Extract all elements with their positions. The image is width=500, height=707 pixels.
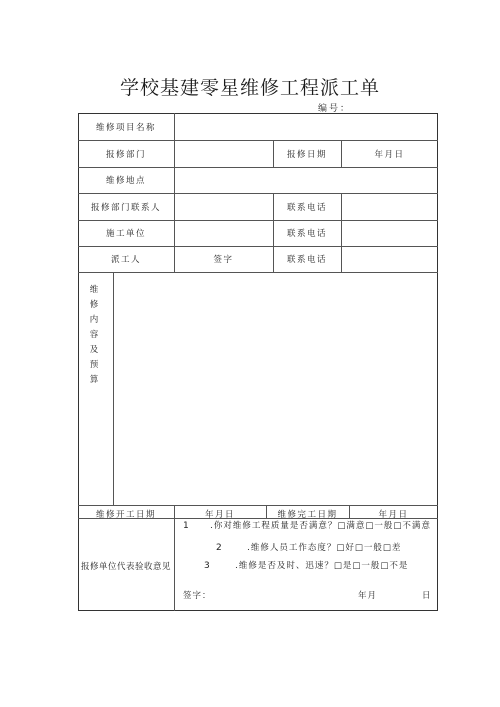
row-divider	[78, 505, 438, 506]
repair-location-label: 维修地点	[105, 176, 146, 186]
construction-unit-label: 施工单位	[105, 229, 146, 239]
content-label-char: 预	[89, 360, 99, 370]
row-divider	[78, 167, 438, 168]
question-3	[204, 559, 408, 571]
dept-contact-label: 报修部门联系人	[90, 203, 161, 213]
column-divider	[113, 272, 114, 505]
end-date-field[interactable]: 年月日	[378, 510, 409, 520]
content-label-char: 及	[89, 345, 99, 355]
column-divider	[174, 505, 175, 611]
dispatcher-phone-label: 联系电话	[286, 255, 327, 265]
dept-contact-field[interactable]	[175, 197, 272, 217]
repair-dept-field[interactable]	[175, 144, 272, 164]
question-1-number: 1	[183, 521, 189, 531]
acceptance-year-month: 年月	[358, 591, 378, 601]
dispatcher-phone-field[interactable]	[342, 249, 437, 269]
repair-content-budget-label	[88, 283, 100, 388]
question-1	[183, 519, 431, 531]
question-2-text[interactable]: .维修人员工作态度？□好□一般□差	[247, 543, 402, 553]
dispatcher-signature-label: 签字	[213, 255, 234, 265]
repair-date-label: 报修日期	[286, 150, 327, 160]
content-label-char: 内	[89, 315, 99, 325]
question-2-number: 2	[216, 543, 222, 553]
acceptance-signature-label: 签字：	[183, 591, 212, 601]
repair-dept-label: 报修部门	[105, 150, 146, 160]
row-divider	[78, 193, 438, 194]
question-3-text[interactable]: .维修是否及时、迅速？□是□一般□不是	[235, 561, 409, 571]
content-label-char: 容	[89, 330, 99, 340]
repair-location-field[interactable]	[175, 170, 437, 190]
contact-phone-field[interactable]	[342, 197, 437, 217]
question-2	[216, 541, 401, 553]
project-name-label: 维修项目名称	[95, 123, 156, 133]
document-title: 学校基建零星维修工程派工单	[119, 77, 380, 99]
question-1-text[interactable]: .你对维修工程质量是否满意？□满意□一般□不满意	[210, 521, 431, 531]
content-label-char: 修	[89, 300, 99, 310]
row-divider	[78, 140, 438, 141]
acceptance-day: 日	[422, 591, 432, 601]
content-label-char: 维	[89, 285, 99, 295]
content-label-char: 算	[89, 375, 99, 385]
repair-date-field[interactable]: 年月日	[374, 150, 405, 160]
question-3-number: 3	[204, 561, 210, 571]
dispatcher-label: 派工人	[110, 255, 141, 265]
end-date-label: 维修完工日期	[277, 510, 338, 520]
start-date-label: 维修开工日期	[95, 510, 156, 520]
contact-phone-label: 联系电话	[286, 203, 327, 213]
repair-content-field[interactable]	[115, 275, 437, 503]
row-divider	[78, 246, 438, 247]
construction-unit-field[interactable]	[175, 223, 272, 243]
serial-number-label: 编号：	[318, 104, 352, 114]
construction-phone-label: 联系电话	[286, 229, 327, 239]
start-date-field[interactable]: 年月日	[204, 510, 235, 520]
construction-phone-field[interactable]	[342, 223, 437, 243]
row-divider	[78, 272, 438, 273]
row-divider	[78, 220, 438, 221]
acceptance-opinion-label: 报修单位代表验收意见	[80, 562, 171, 572]
project-name-field[interactable]	[175, 117, 437, 137]
